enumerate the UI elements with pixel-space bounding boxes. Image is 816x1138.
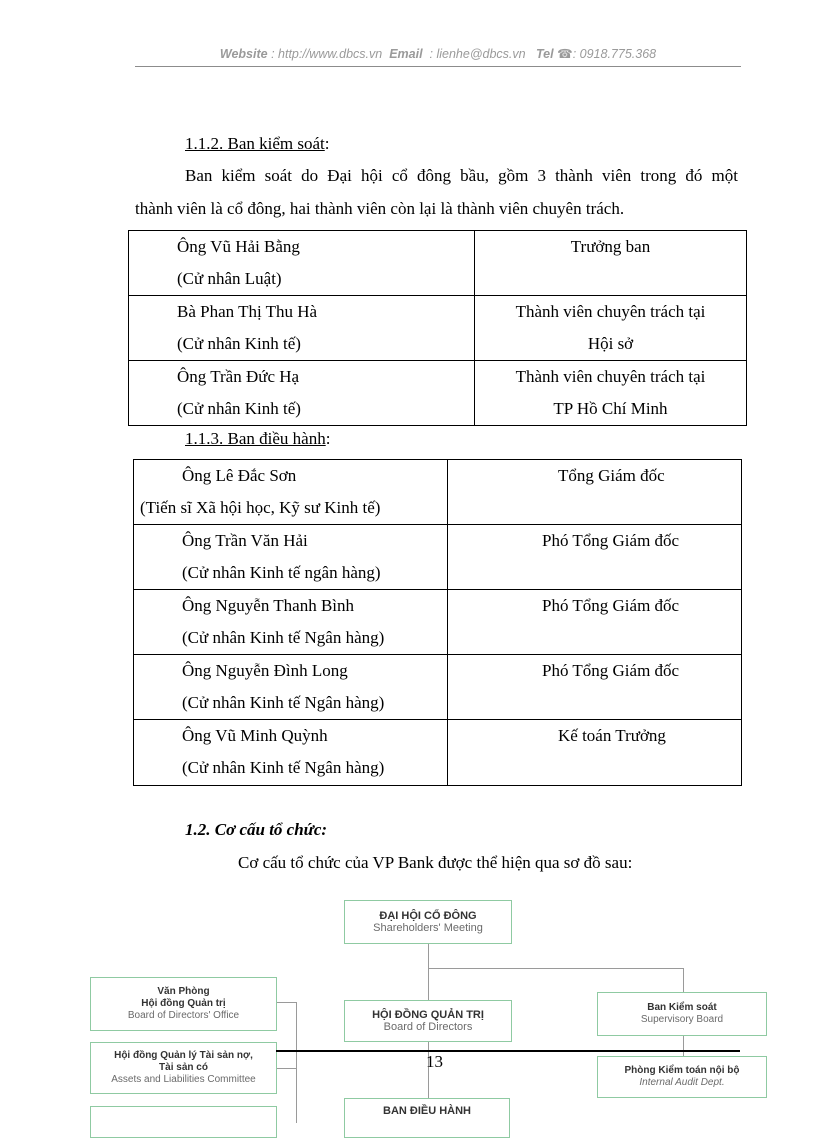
page-header	[135, 46, 741, 61]
org-box-shareholders	[344, 900, 512, 944]
member-cell	[129, 231, 475, 296]
member-role: Tổng Giám đốc	[558, 466, 665, 485]
member-degree: (Tiến sĩ Xã hội học, Kỹ sư Kinh tế)	[140, 498, 381, 517]
member-role: Phó Tổng Giám đốc	[542, 596, 680, 615]
member-degree: (Cử nhân Kinh tế)	[177, 334, 301, 353]
member-name: Ông Nguyễn Đình Long	[182, 661, 348, 680]
org-box-supervisory	[597, 992, 767, 1036]
member-cell	[129, 361, 475, 426]
org-box-vn: BAN ĐIỀU HÀNH	[383, 1105, 471, 1117]
table-row	[129, 296, 747, 361]
role-cell	[475, 231, 747, 296]
org-box-board	[344, 1000, 512, 1042]
role-cell	[448, 525, 742, 590]
member-name: Ông Trần Đức Hạ	[177, 367, 300, 386]
org-box-vn: Phòng Kiểm toán nội bộ	[624, 1065, 740, 1076]
org-box-audit	[597, 1056, 767, 1098]
member-cell	[134, 720, 448, 786]
org-box-vn: Văn Phòng	[157, 986, 210, 997]
org-box-vn: Hội đồng Quản lý Tài sản nợ,	[114, 1050, 253, 1061]
member-cell	[134, 525, 448, 590]
member-cell	[134, 460, 448, 525]
phone-icon: ☎	[557, 47, 573, 61]
website-label: Website	[219, 47, 268, 61]
bks-heading-text: 1.1.2. Ban kiểm soát	[185, 134, 325, 153]
member-role: Phó Tổng Giám đốc	[542, 661, 680, 680]
supervisory-board-table	[128, 230, 747, 426]
member-name: Ông Trần Văn Hải	[182, 531, 308, 550]
section-heading-bdh	[185, 429, 330, 449]
table-row	[134, 460, 742, 525]
org-box-partial	[90, 1106, 277, 1138]
page-number: 13	[426, 1052, 443, 1071]
org-box-executive	[344, 1098, 510, 1138]
connector-line	[276, 1068, 296, 1069]
connector-line	[683, 968, 684, 992]
org-box-en: Supervisory Board	[640, 1014, 724, 1025]
member-role: Thành viên chuyên trách tại	[515, 302, 706, 321]
bks-paragraph-line-1: Ban kiểm soát do Đại hội cổ đông bầu, gồm 3 thành viên trong đó một	[185, 166, 738, 185]
table-row	[129, 231, 747, 296]
connector-line	[276, 1002, 296, 1003]
org-intro: Cơ cấu tổ chức của VP Bank được thể hiện qua sơ đồ sau:	[238, 853, 633, 872]
org-box-vn: Tài sản có	[159, 1062, 208, 1073]
connector-line	[683, 1036, 684, 1056]
executive-board-table	[133, 459, 742, 786]
role-cell	[475, 361, 747, 426]
org-box-en: Shareholders' Meeting	[373, 922, 483, 934]
member-role: Trưởng ban	[570, 237, 651, 256]
org-box-en: Board of Directors' Office	[127, 1010, 240, 1021]
member-name: Bà Phan Thị Thu Hà	[177, 302, 318, 321]
role-cell	[448, 460, 742, 525]
org-box-vn: Hội đồng Quản trị	[141, 998, 226, 1009]
table-row	[134, 590, 742, 655]
member-role: Phó Tổng Giám đốc	[542, 531, 680, 550]
tel-value: : 0918.775.368	[572, 47, 657, 61]
org-box-board-office	[90, 977, 277, 1031]
member-cell	[134, 655, 448, 720]
org-box-alco	[90, 1042, 277, 1094]
email-value: : lienhe@dbcs.vn	[429, 47, 526, 61]
role-cell	[475, 296, 747, 361]
website-value: : http://www.dbcs.vn	[271, 47, 383, 61]
member-role-location: TP Hồ Chí Minh	[553, 399, 668, 418]
member-degree: (Cử nhân Kinh tế Ngân hàng)	[182, 758, 385, 777]
role-cell	[448, 655, 742, 720]
header-divider	[135, 66, 741, 67]
org-box-vn: ĐẠI HỘI CỔ ĐÔNG	[379, 910, 477, 922]
table-row	[134, 720, 742, 786]
member-name: Ông Lê Đắc Sơn	[182, 466, 297, 485]
connector-line	[296, 1002, 297, 1123]
table-row	[134, 525, 742, 590]
member-degree: (Cử nhân Kinh tế Ngân hàng)	[182, 693, 385, 712]
member-role-location: Hội sở	[587, 334, 634, 353]
member-degree: (Cử nhân Luật)	[177, 269, 282, 288]
member-name: Ông Vũ Minh Quỳnh	[182, 726, 328, 745]
member-degree: (Cử nhân Kinh tế Ngân hàng)	[182, 628, 385, 647]
bks-paragraph-line-2: thành viên là cổ đông, hai thành viên còn lại là thành viên chuyên trách.	[135, 199, 625, 218]
member-role: Thành viên chuyên trách tại	[515, 367, 706, 386]
member-name: Ông Nguyễn Thanh Bình	[182, 596, 355, 615]
org-box-en: Internal Audit Dept.	[639, 1077, 725, 1088]
member-degree: (Cử nhân Kinh tế)	[177, 399, 301, 418]
org-box-vn: HỘI ĐỒNG QUẢN TRỊ	[372, 1009, 484, 1021]
org-box-vn: Ban Kiểm soát	[647, 1002, 717, 1013]
table-row	[134, 655, 742, 720]
table-row	[129, 361, 747, 426]
bdh-heading-text: 1.1.3. Ban điều hành	[185, 429, 326, 448]
bdh-heading-colon: :	[325, 429, 331, 448]
role-cell	[448, 720, 742, 786]
section-heading-bks	[185, 134, 330, 154]
connector-line	[428, 968, 684, 969]
org-box-en: Board of Directors	[383, 1021, 473, 1033]
member-degree: (Cử nhân Kinh tế ngân hàng)	[182, 563, 381, 582]
tel-label: Tel	[536, 47, 554, 61]
section-heading-org: 1.2. Cơ cấu tổ chức:	[185, 820, 328, 839]
org-box-en: Assets and Liabilities Committee	[111, 1074, 256, 1085]
role-cell	[448, 590, 742, 655]
member-cell	[134, 590, 448, 655]
connector-line	[428, 944, 429, 1000]
member-cell	[129, 296, 475, 361]
email-label: Email	[389, 47, 423, 61]
footer-divider	[276, 1050, 740, 1052]
member-role: Kế toán Trưởng	[558, 726, 666, 745]
member-name: Ông Vũ Hải Bằng	[177, 237, 300, 256]
bks-heading-colon: :	[324, 134, 330, 153]
